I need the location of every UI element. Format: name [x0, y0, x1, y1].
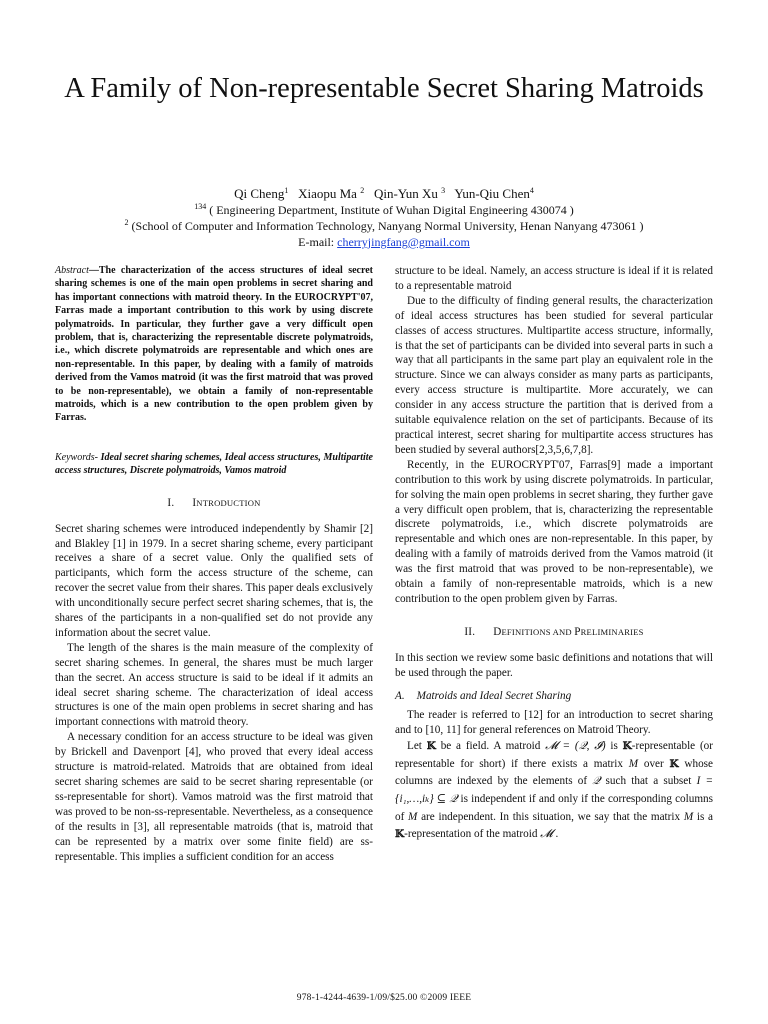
right-column	[395, 264, 713, 844]
matrix-symbol: M	[683, 810, 694, 823]
section-title-rest: NTRODUCTION	[196, 497, 261, 508]
author-names	[60, 185, 708, 202]
subsection-title: Matroids and Ideal Secret Sharing	[416, 689, 572, 702]
affiliation-text: (School of Computer and Information Technology, Nanyang Normal University, Henan Nanyang 473061 )	[131, 219, 644, 233]
field-symbol: 𝕂	[669, 757, 679, 770]
section-title-initial: D	[493, 625, 502, 638]
keywords-text: Ideal secret sharing schemes, Ideal access structures, Multipartite access structures, Discrete polymatroids, Vamos matroid	[55, 451, 373, 477]
section-number: II.	[464, 625, 476, 638]
section-title-initial: P	[574, 625, 581, 638]
paragraph: The length of the shares is the main measure of the complexity of secret sharing schemes. In general, the shares must be much larger than the secret. An access structure is said to be ideal if it admits an ideal secret sharing scheme. The characterization of ideal access structures is one of the main open problems in secret sharing and has important connections with matroid theory.	[55, 641, 373, 729]
paragraph: A necessary condition for an access structure to be ideal was given by Brickell and Davenport [4], who proved that every ideal access structure is matroid-related. Matroids that are obtained from ideal secret sharing schemes are said to be secret sharing representable (or ss-representable for short). Vamos matroid was the first matroid that was proved to be non-ss-representable. Nevertheless, as a consequence of the results in [3], all representable matroids (that is, matroid that can be represented by a matrix over some finite field) are ss-representable. This implies a sufficient condition for an access	[55, 731, 373, 863]
field-symbol: 𝕂	[622, 740, 632, 753]
field-symbol: 𝕂	[395, 828, 405, 841]
section-heading-definitions	[395, 625, 713, 640]
copyright-footer: 978-1-4244-4639-1/09/$25.00 ©2009 IEEE	[296, 993, 472, 1003]
author-name: Qin-Yun Xu	[373, 186, 438, 201]
text-fragment: whose columns are indexed by the elements of	[395, 757, 713, 788]
text-fragment: Let	[407, 740, 422, 753]
paragraph: Secret sharing schemes were introduced independently by Shamir [2] and Blakley [1] in 1979. In a secret sharing scheme, every participant receives a share of a secret value. Only the qualified sets of participants, which form the access structure of the scheme, can recover the secret value from their shares. This paper deals exclusively with unconditionally secure perfect secret sharing schemes, that is, the shares of the participants in a non-qualified set do not provide any information about the secret value.	[55, 522, 373, 639]
email-link[interactable]: cherryjingfang@gmail.com	[337, 235, 470, 249]
ground-set-symbol: 𝒬	[592, 775, 601, 788]
section-heading-introduction	[55, 496, 373, 511]
paragraph: In this section we review some basic definitions and notations that will be used through the paper.	[395, 651, 713, 679]
keywords	[55, 451, 373, 478]
paragraph: The reader is referred to [12] for an introduction to secret sharing and to [10, 11] for general references on Matroid Theory.	[395, 709, 713, 737]
author-sup: 3	[441, 186, 446, 195]
author-block	[60, 185, 708, 250]
affiliation-sup: 2	[124, 218, 129, 227]
keywords-lead: Keywords-	[55, 451, 98, 463]
text-fragment: such that a subset	[605, 775, 692, 788]
paragraph-definition: Let 𝕂 be a field. A matroid 𝓜 = (𝒬, 𝓘) is 𝕂-representable (or representable for short) if there exists a matrix M over 𝕂 whose columns are indexed by the elements of 𝒬 such that a subset I = {i₁,…,iₖ} ⊆ 𝒬 is independent if and only if the corresponding columns of M are independent. In this situation, we say that the matrix M is a 𝕂-representation of the matroid 𝓜 .	[395, 740, 714, 841]
subsection-heading	[395, 689, 713, 704]
affiliation-1	[60, 202, 708, 218]
abstract	[55, 264, 373, 425]
subset-expression: I = {i₁,…,iₖ} ⊆ 𝒬	[395, 775, 714, 806]
field-symbol: 𝕂	[426, 740, 436, 753]
matroid-symbol: 𝓜	[540, 828, 553, 841]
text-fragment: are independent. In this situation, we say that the matrix	[421, 810, 681, 823]
subsection-number: A.	[395, 689, 405, 702]
text-fragment: -representable (or representable for short) if there exists a matrix	[395, 740, 714, 770]
author-sup: 2	[360, 186, 365, 195]
affiliation-2	[60, 218, 708, 234]
affiliation-text: ( Engineering Department, Institute of Wuhan Digital Engineering 430074 )	[209, 203, 574, 217]
author-name: Xiaopu Ma	[298, 186, 357, 201]
affiliation-sup: 134	[194, 202, 207, 211]
matrix-symbol: M	[628, 757, 639, 770]
text-fragment: is independent if and only if the corresponding columns of	[395, 793, 713, 823]
text-fragment: over	[643, 757, 664, 770]
paragraph: Recently, in the EUROCRYPT'07, Farras[9] made a important contribution to this work by using discrete polymatroids. In particular, for solving the main open problems in secret sharing, they further gave a very difficult open problem, that is, characterizing the representable discrete polymatroids, i.e., which discrete polymatroids are representable and which ones are non-representable. In this paper, by dealing with a family of matroids derived from the Vamos matroid (it was the first matroid that was proved to be non-representable), we obtain a family of non-representable matroids, which is a new contribution to the open problem given by Farras.	[395, 458, 713, 605]
matrix-symbol: M	[408, 810, 418, 823]
abstract-lead: Abstract	[55, 265, 89, 276]
left-column	[55, 264, 373, 864]
paragraph-continuation: structure to be ideal. Namely, an access structure is ideal if it is related to a representable matroid	[395, 265, 713, 292]
email-line	[60, 234, 708, 250]
author-name: Yun-Qiu Chen	[454, 186, 530, 201]
text-fragment: is	[610, 740, 618, 753]
email-label: E-mail:	[298, 235, 338, 249]
matroid-expression: 𝓜 = (𝒬, 𝓘)	[545, 740, 606, 753]
text-fragment: is a	[696, 810, 714, 823]
paper-title: A Family of Non-representable Secret Sharing Matroids	[64, 73, 704, 104]
author-sup: 1	[284, 186, 289, 195]
text-fragment: -representation of the matroid	[404, 828, 538, 841]
paragraph: Due to the difficulty of finding general results, the characterization of ideal access structures has been studied for several particular classes of access structures. Multipartite access structure, informally, is that the set of participants can be divided into several parts in such a way that all participants in the same part play an equivalent role in the structure. Since we can always consider as many parts as participants, every access structure is multipartite. More accurately, we can consider in any access structure the partition that is derived from a suitable equivalence relation on the set of participants. Because of its practical interest, secret sharing for multipartite access structures has been studied by several authors[2,3,5,6,7,8].	[395, 294, 713, 456]
section-number: I.	[167, 496, 175, 509]
text-fragment: be a field. A matroid	[440, 740, 541, 753]
author-sup: 4	[529, 186, 534, 195]
section-title-initial: I	[192, 496, 197, 509]
section-title-rest: EFINITIONS AND	[501, 626, 575, 637]
author-name: Qi Cheng	[234, 186, 285, 201]
section-title-rest: RELIMINARIES	[580, 626, 644, 637]
abstract-text: —The characterization of the access structures of ideal secret sharing schemes is one of the main open problems in secret sharing and has important connections with matroid theory. In the EUROCRYPT'07, Farras made a important contribution to this work by using discrete polymatroids. In particular, they further gave a very difficult open problem, that is, characterizing the representable discrete polymatroids, i.e., which discrete polymatroids are representable and which ones are non-representable. In this paper, by dealing with a family of matroids derived from the Vamos matroid (it was the first matroid that was proved to be non-representable), we obtain a family of non-representable matroids, which is a new contribution to the open problem given by Farras.	[55, 265, 373, 424]
